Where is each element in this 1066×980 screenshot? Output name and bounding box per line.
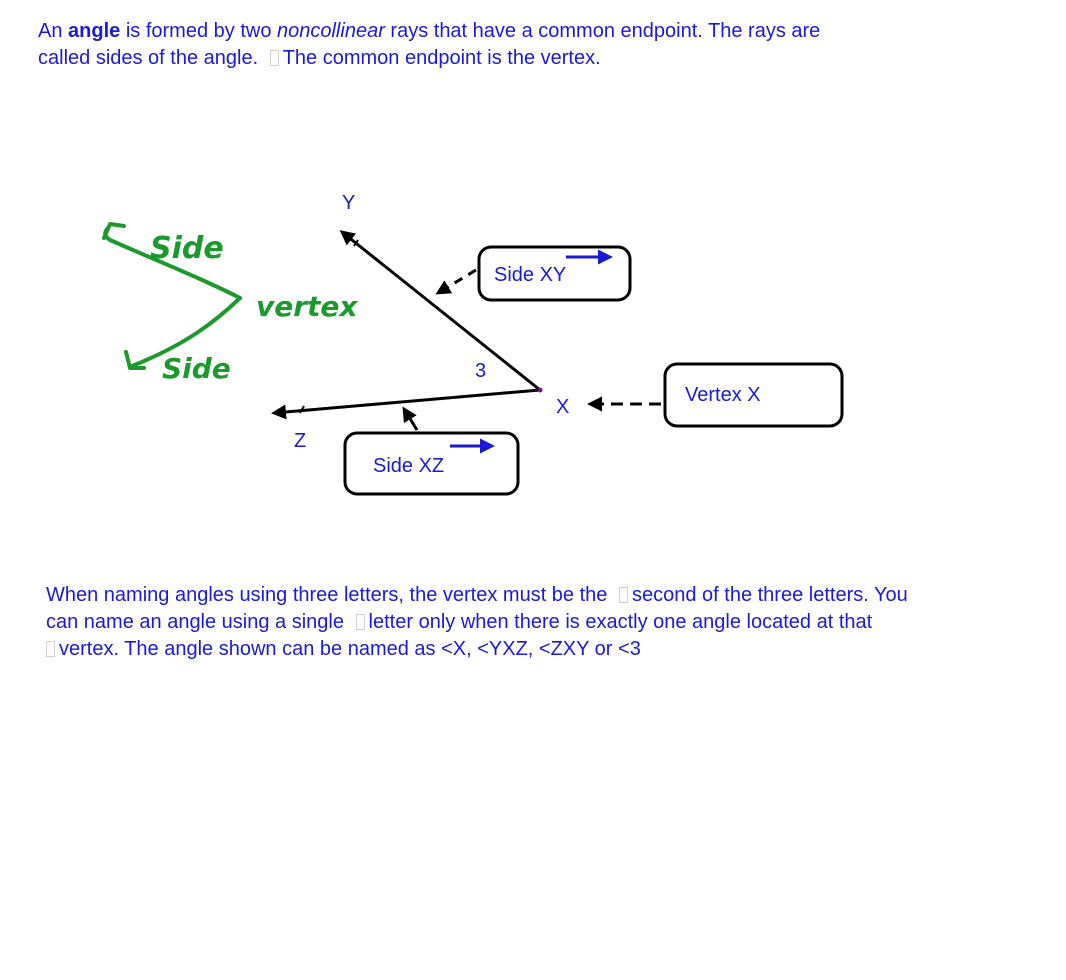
label-z: Z	[294, 430, 307, 452]
sketch-side-top: Side	[150, 231, 224, 266]
naming-line2b: letter only when there is exactly one angle located at that	[368, 611, 873, 633]
intro-mid: is formed by two	[120, 20, 277, 42]
naming-line1b: second of the three letters. You	[631, 584, 908, 606]
intro-bold-term: angle	[68, 20, 121, 42]
callout-side-xz-text: Side XZ	[373, 455, 445, 477]
callout-vertex-x	[590, 364, 842, 426]
intro-line2b: The common endpoint is the vertex.	[282, 47, 601, 69]
intro-line2a: called sides of the angle.	[38, 47, 264, 69]
vertex-point	[538, 388, 543, 393]
callout-side-xy-pointer	[438, 270, 476, 293]
callout-vertex-text: Vertex X	[685, 384, 761, 406]
sketch-upper-arrowhead	[104, 224, 124, 238]
callout-side-xy-text: Side XY	[494, 264, 567, 286]
naming-text	[46, 582, 1046, 663]
intro-pre: An	[38, 20, 69, 42]
naming-line2a: can name an angle using a single	[46, 611, 350, 633]
callout-side-xz	[345, 409, 518, 494]
intro-italic-term: noncollinear	[277, 20, 385, 42]
callout-side-xz-pointer	[404, 409, 417, 430]
naming-line1a: When naming angles using three letters, the vertex must be the	[46, 584, 613, 606]
handwritten-sketch	[104, 224, 358, 385]
missing-glyph-box	[46, 641, 55, 657]
intro-post: rays that have a common endpoint. The rays are	[384, 20, 821, 42]
sketch-side-bottom: Side	[162, 352, 231, 385]
missing-glyph-box	[619, 587, 628, 603]
ray-xz	[274, 390, 540, 413]
angle-number-label: 3	[475, 360, 487, 382]
naming-line3: vertex. The angle shown can be named as <X, <YXZ, <ZXY or <3	[59, 638, 641, 660]
sketch-vertex: vertex	[256, 290, 358, 323]
missing-glyph-box	[356, 614, 365, 630]
callout-side-xy	[438, 247, 630, 300]
label-y: Y	[342, 192, 356, 214]
label-x: X	[556, 396, 570, 418]
